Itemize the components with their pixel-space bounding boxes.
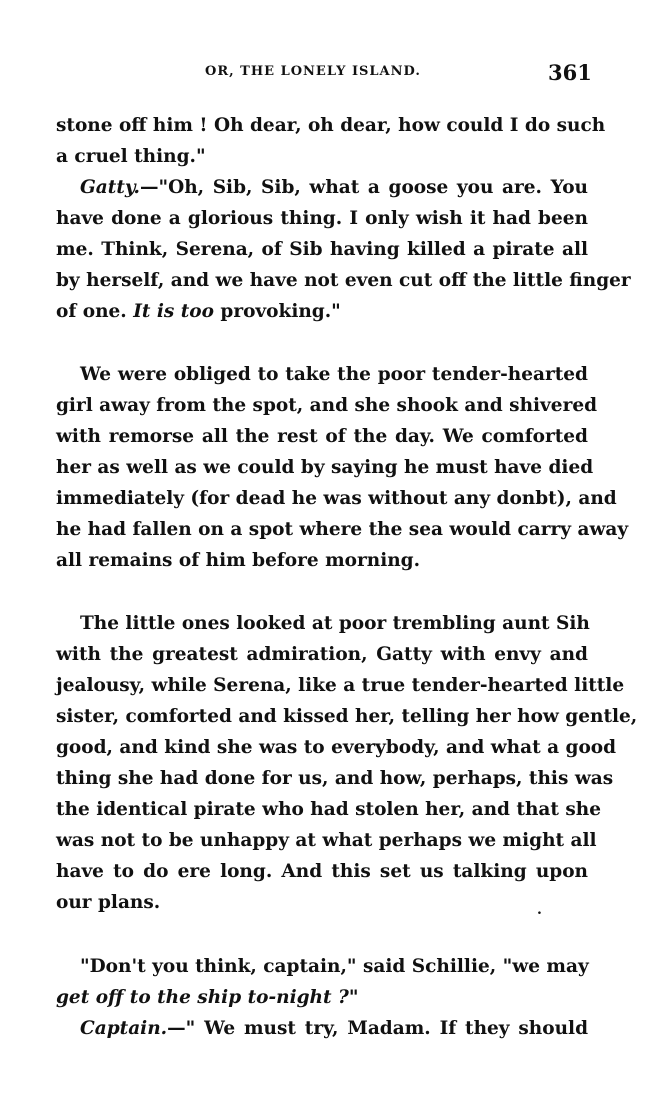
text-line: have to do ere long. And this set us talking upon (56, 861, 588, 882)
paragraph-block-4 (56, 951, 588, 1044)
text-line: get off to the ship to-night ?" (56, 987, 359, 1008)
text-fragment: provoking." (213, 301, 341, 322)
text-line: have done a glorious thing. I only wish it had been (56, 208, 588, 229)
text-line (56, 296, 588, 327)
text-line: he had fallen on a spot where the sea would carry away (56, 519, 629, 540)
text-line: girl away from the spot, and she shook and shivered (56, 395, 598, 416)
speaker-name: Captain. (80, 1018, 168, 1039)
text-line: with remorse all the rest of the day. We comforted (56, 426, 588, 447)
text-line: We were obliged to take the poor tender-hearted (80, 364, 588, 385)
text-line: stone off him ! Oh dear, oh dear, how could I do such (56, 115, 606, 136)
text-fragment: It is too (133, 301, 214, 322)
text-line: sister, comforted and kissed her, telling her how gentle, (56, 706, 638, 727)
text-line: all remains of him before morning. (56, 550, 421, 571)
text-line (56, 172, 588, 203)
running-title: OR, THE LONELY ISLAND. (205, 64, 421, 79)
text-line: jealousy, while Serena, like a true tender-hearted little (56, 675, 625, 696)
text-line: thing she had done for us, and how, perhaps, this was (56, 768, 614, 789)
text-line: by herself, and we have not even cut off the little finger (56, 270, 631, 291)
text-line: with the greatest admiration, Gatty with envy and (56, 644, 588, 665)
text-line: our plans. (56, 892, 161, 913)
text-line: good, and kind she was to everybody, and what a good (56, 737, 617, 758)
text-line: me. Think, Serena, of Sib having killed a pirate all (56, 239, 588, 260)
paragraph-block-1 (56, 110, 631, 327)
stray-print-mark: . (537, 902, 542, 918)
text-line: immediately (for dead he was without any donbt), and (56, 488, 617, 509)
text-line: "Don't you think, captain," said Schillie, "we may (80, 956, 589, 977)
text-fragment: —"Oh, Sib, Sib, what a goose you are. You (139, 177, 588, 198)
text-fragment: of one. (56, 301, 127, 322)
page-number: 361 (548, 60, 592, 85)
text-line: The little ones looked at poor trembling aunt Sih (80, 613, 590, 634)
paragraph-block-2 (56, 359, 629, 576)
text-line: a cruel thing." (56, 146, 206, 167)
text-fragment: —" We must try, Madam. If they should (167, 1018, 588, 1039)
text-line: was not to be unhappy at what perhaps we might all (56, 830, 597, 851)
text-line (56, 1013, 588, 1044)
text-line: the identical pirate who had stolen her, and that she (56, 799, 602, 820)
paragraph-block-3 (56, 608, 638, 918)
text-line: her as well as we could by saying he must have died (56, 457, 594, 478)
speaker-name: Gatty. (80, 177, 140, 198)
